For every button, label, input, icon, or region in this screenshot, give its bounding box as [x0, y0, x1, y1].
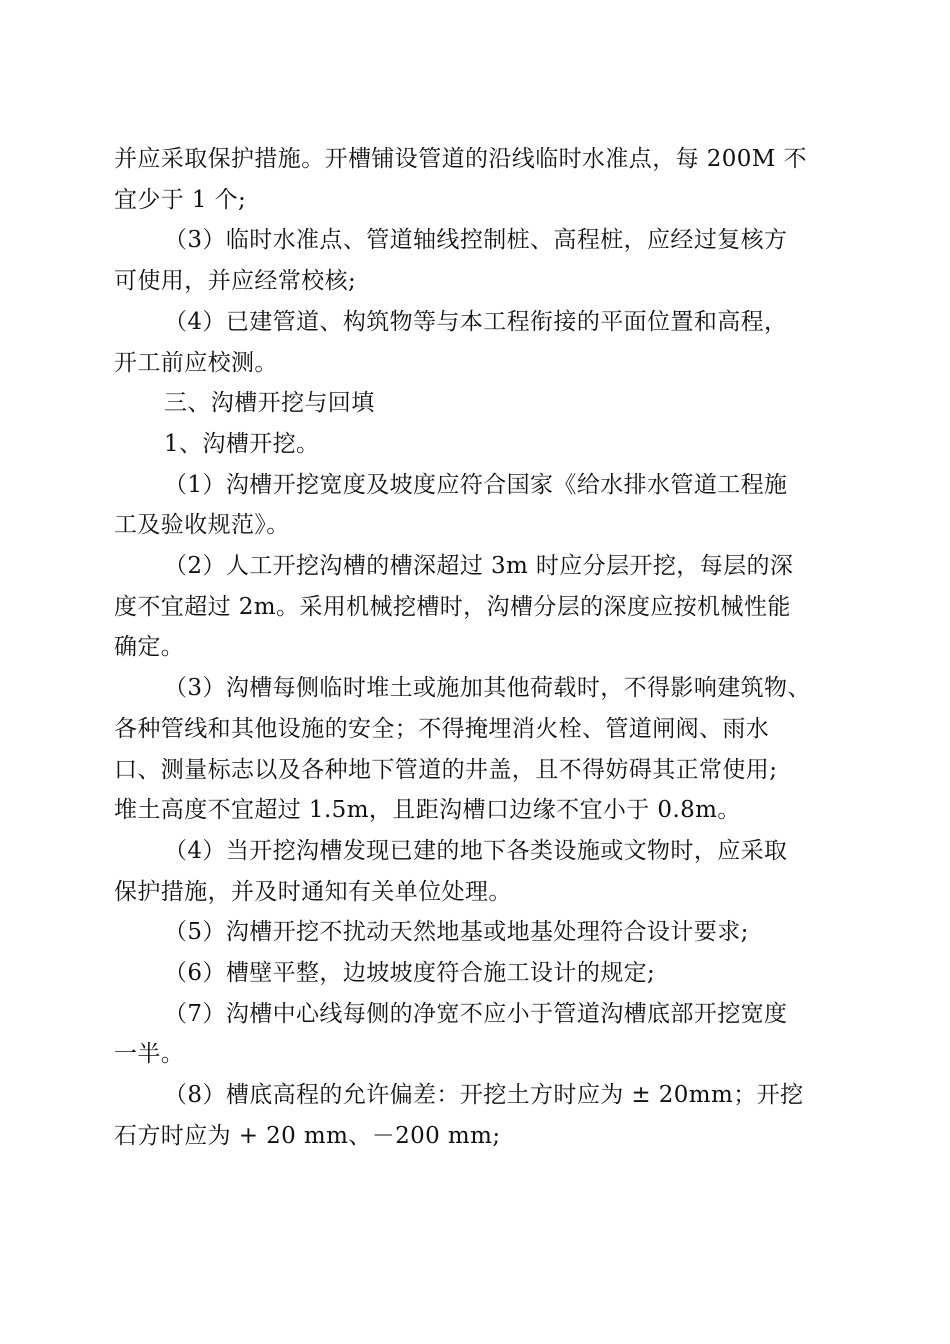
text-line: （7）沟槽中心线每侧的净宽不应小于管道沟槽底部开挖宽度 [164, 1000, 788, 1027]
text-line: 宜少于 1 个; [114, 186, 247, 213]
subsection-heading: 1、沟槽开挖。 [164, 430, 320, 457]
text-line: （5）沟槽开挖不扰动天然地基或地基处理符合设计要求; [164, 919, 749, 946]
text-line: 保护措施，并及时通知有关单位处理。 [114, 878, 512, 905]
text-line: 并应采取保护措施。开槽铺设管道的沿线临时水准点，每 200M 不 [114, 146, 807, 172]
text-line: 一半。 [114, 1041, 185, 1068]
text-line: （4）已建管道、构筑物等与本工程衔接的平面位置和高程， [164, 308, 788, 335]
text-line: （2）人工开挖沟槽的槽深超过 3m 时应分层开挖，每层的深 [164, 553, 794, 580]
text-line: 堆土高度不宜超过 1.5m，且距沟槽口边缘不宜小于 0.8m。 [114, 797, 741, 824]
text-line: 确定。 [114, 634, 185, 661]
text-line: 度不宜超过 2m。采用机械挖槽时，沟槽分层的深度应按机械性能 [114, 593, 791, 620]
section-heading: 三、沟槽开挖与回填 [164, 390, 375, 417]
text-line: 开工前应校测。 [114, 349, 278, 376]
text-line: （3）临时水准点、管道轴线控制桩、高程桩，应经过复核方 [164, 227, 788, 254]
text-line: 工及验收规范》。 [114, 512, 290, 539]
text-line: 口、测量标志以及各种地下管道的井盖，且不得妨碍其正常使用; [114, 756, 778, 783]
text-line: （1）沟槽开挖宽度及坡度应符合国家《给水排水管道工程施 [164, 471, 788, 498]
text-line: 各种管线和其他设施的安全；不得掩埋消火栓、管道闸阀、雨水 [114, 715, 770, 742]
text-line: 可使用，并应经常校核; [114, 268, 357, 295]
document-body [114, 139, 838, 1157]
text-line: （8）槽底高程的允许偏差：开挖土方时应为 ± 20mm；开挖 [164, 1082, 804, 1109]
text-line: （6）槽壁平整，边坡坡度符合施工设计的规定; [164, 960, 656, 987]
paragraph-text [114, 139, 838, 1157]
text-line: （3）沟槽每侧临时堆土或施加其他荷载时，不得影响建筑物、 [164, 675, 811, 702]
text-line: （4）当开挖沟槽发现已建的地下各类设施或文物时，应采取 [164, 837, 788, 864]
text-line: 石方时应为 + 20 mm、－200 mm; [114, 1122, 501, 1149]
